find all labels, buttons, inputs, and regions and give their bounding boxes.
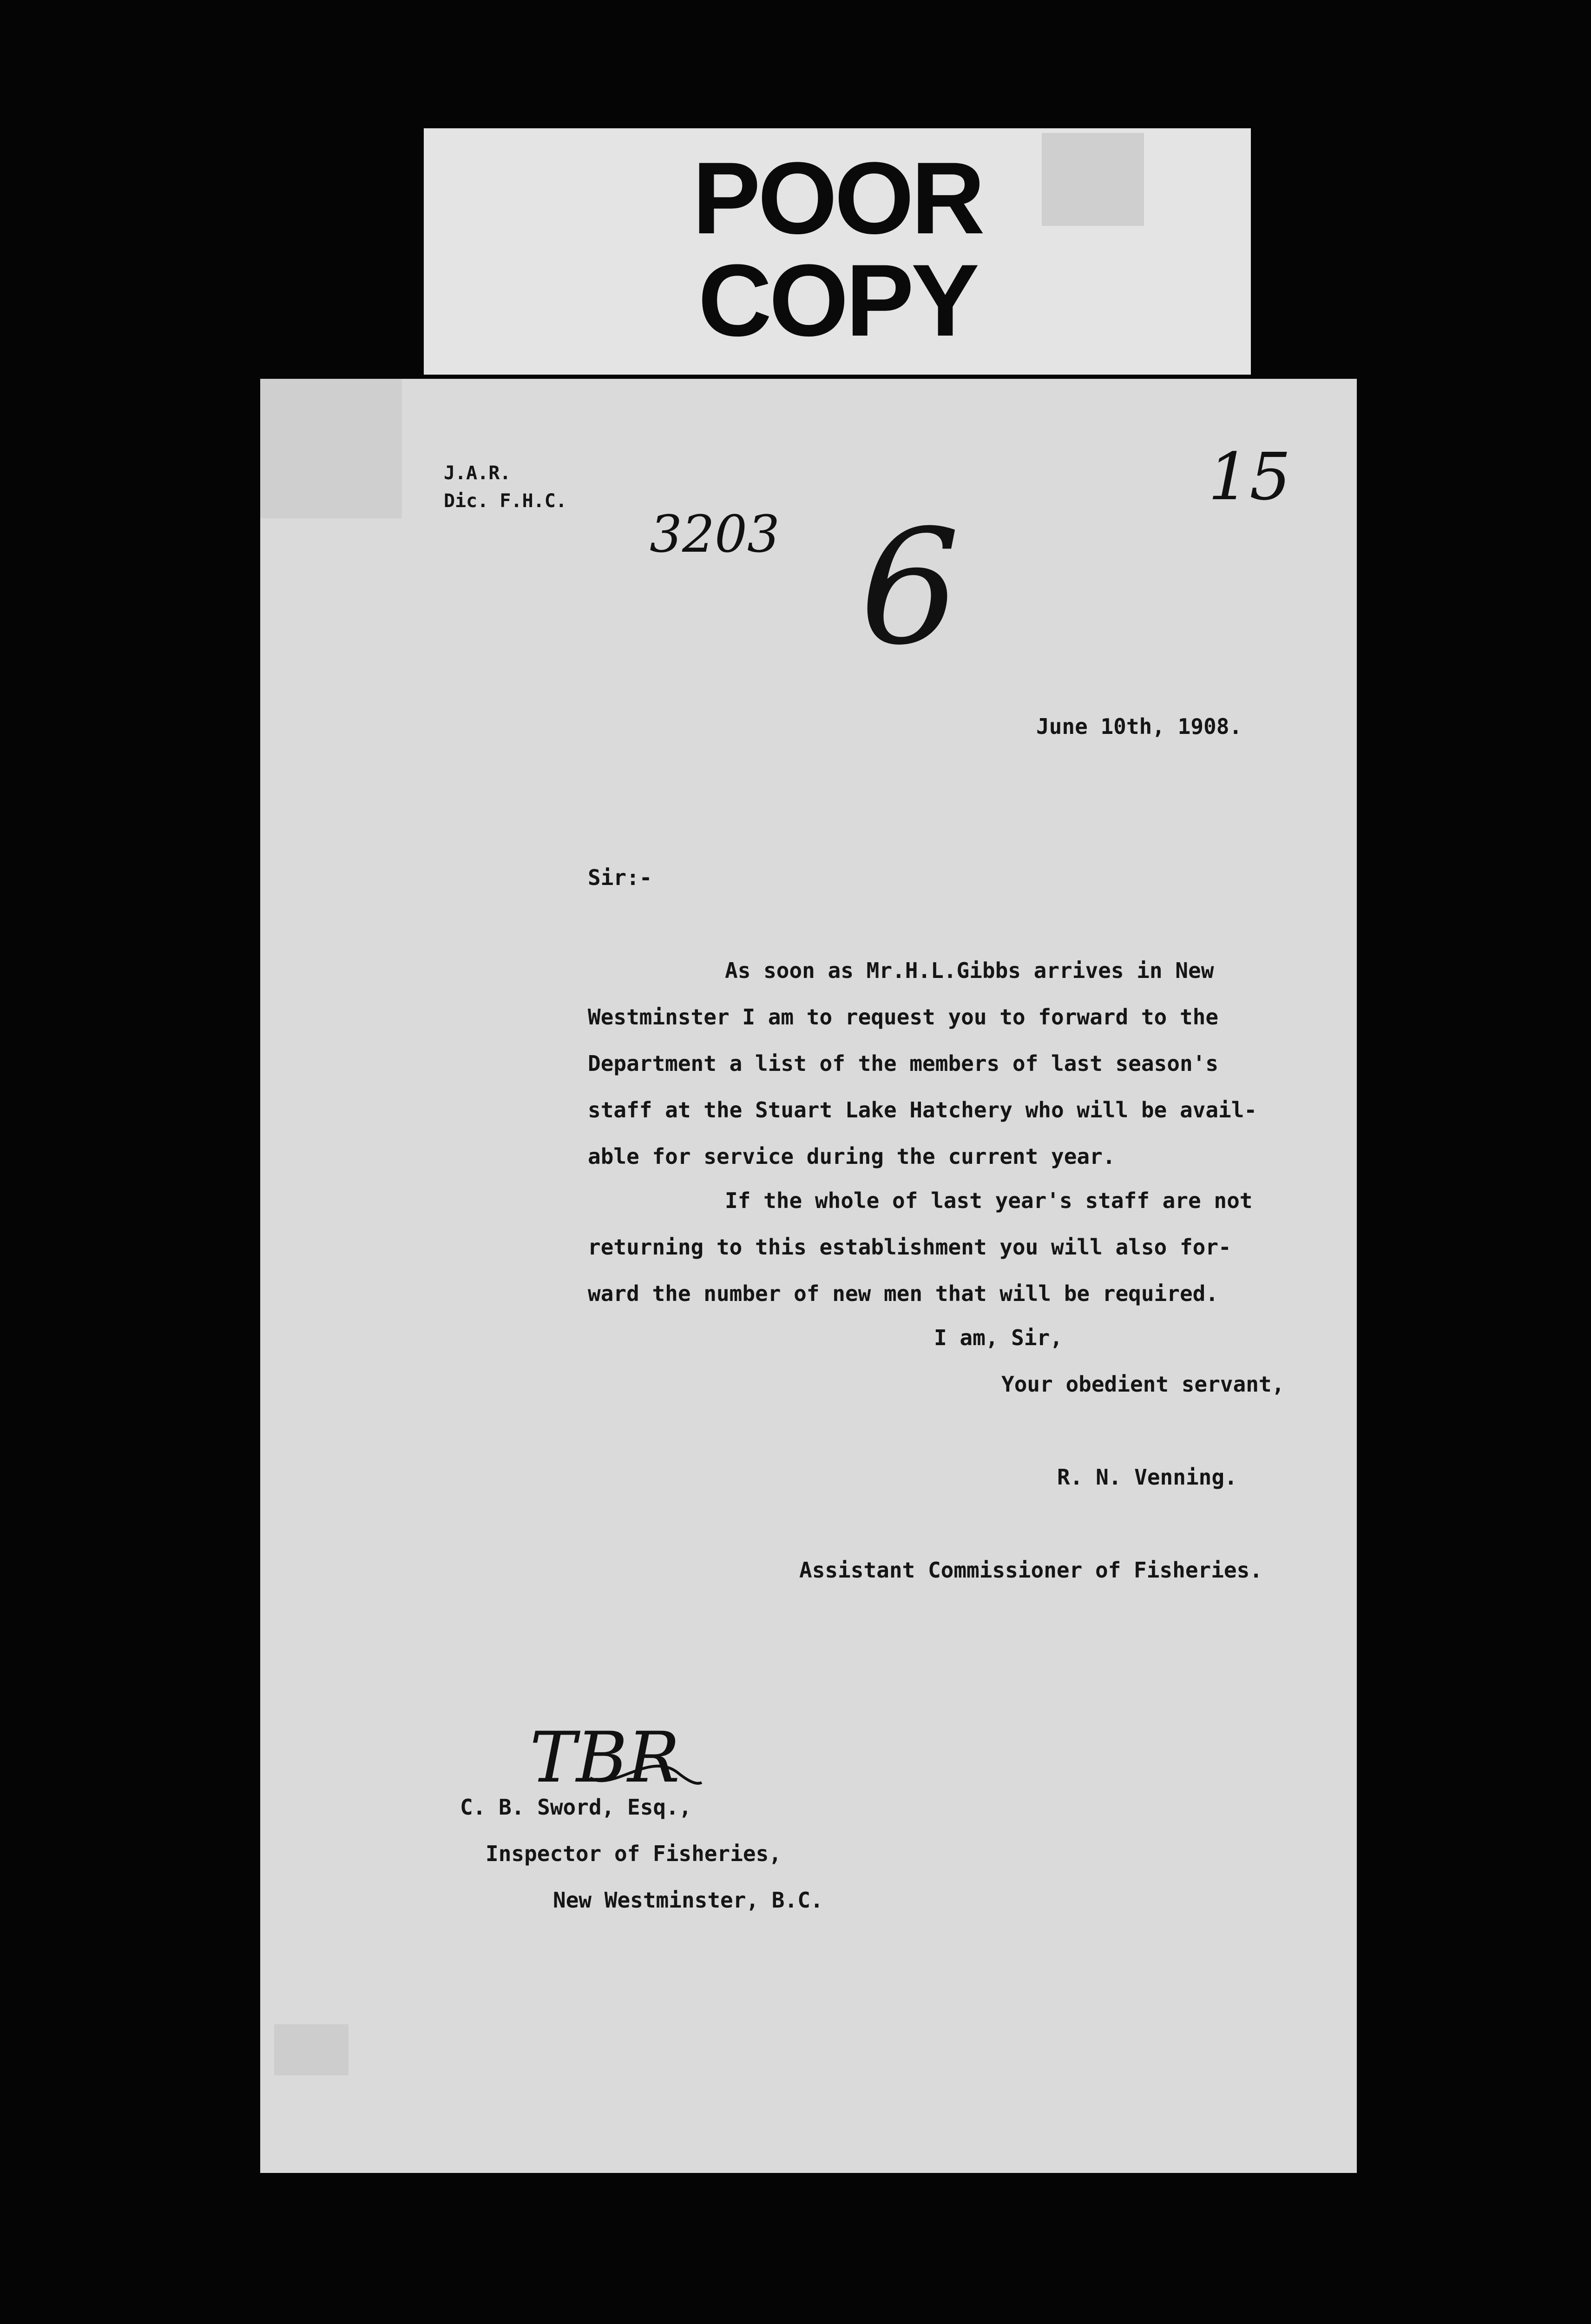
body-line: staff at the Stuart Lake Hatchery who will be avail- bbox=[588, 1097, 1257, 1122]
body-line: returning to this establishment you will also for- bbox=[588, 1235, 1231, 1260]
salutation: Sir:- bbox=[588, 865, 652, 890]
body-line: Department a list of the members of last season's bbox=[588, 1051, 1219, 1076]
body-line: If the whole of last year's staff are not bbox=[725, 1188, 1253, 1213]
addressee-title: Inspector of Fisheries, bbox=[486, 1841, 782, 1866]
letter-page bbox=[260, 379, 1357, 2173]
poor-copy-line1: POOR bbox=[692, 141, 982, 255]
body-line: ward the number of new men that will be required. bbox=[588, 1281, 1219, 1306]
letter-date: June 10th, 1908. bbox=[1036, 714, 1243, 739]
poor-copy-stamp bbox=[424, 128, 1251, 375]
typist-initials: J.A.R. bbox=[444, 462, 511, 484]
closing-line-1: I am, Sir, bbox=[934, 1325, 1063, 1350]
page-corner-patch bbox=[260, 379, 402, 518]
addressee-place: New Westminster, B.C. bbox=[553, 1888, 823, 1913]
body-line: Westminster I am to request you to forward to the bbox=[588, 1004, 1219, 1030]
signature-title: Assistant Commissioner of Fisheries. bbox=[799, 1558, 1262, 1583]
closing-line-2: Your obedient servant, bbox=[1001, 1372, 1285, 1397]
initials-flourish bbox=[585, 1741, 706, 1796]
handwritten-corner-number: 15 bbox=[1208, 439, 1291, 515]
handwritten-initials: TBR bbox=[530, 1717, 680, 1798]
signature-name: R. N. Venning. bbox=[1057, 1465, 1237, 1490]
page-smudge bbox=[274, 2024, 348, 2075]
handwritten-file-number: 3203 bbox=[650, 504, 780, 564]
poor-copy-line2: COPY bbox=[698, 243, 977, 357]
body-line: As soon as Mr.H.L.Gibbs arrives in New bbox=[725, 958, 1214, 983]
body-line: able for service during the current year. bbox=[588, 1144, 1116, 1169]
dictation-initials: Dic. F.H.C. bbox=[444, 490, 567, 512]
addressee-name: C. B. Sword, Esq., bbox=[460, 1795, 692, 1820]
handwritten-page-mark: 6 bbox=[860, 496, 960, 680]
